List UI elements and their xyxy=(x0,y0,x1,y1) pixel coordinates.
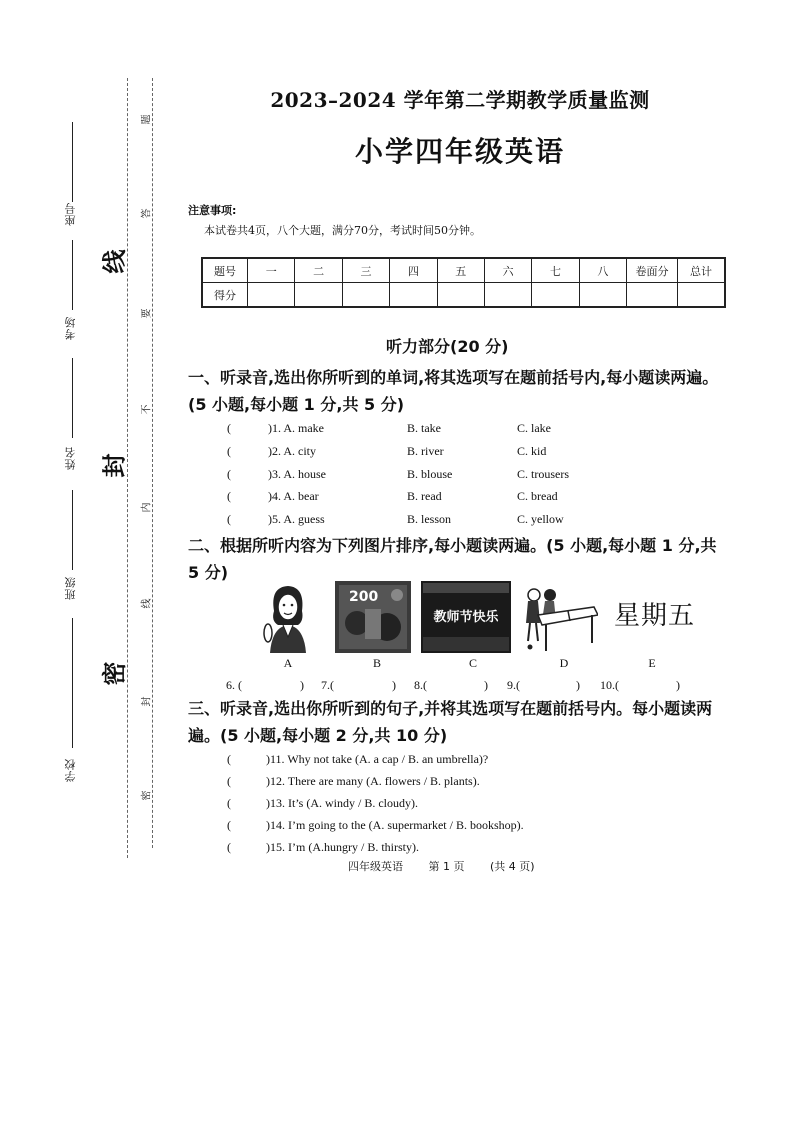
question-1-heading: 一、听录音,选出你所听到的单词,将其选项写在题前括号内,每小题读两遍。(5 小题,每小题 1 分,共 5 分) xyxy=(188,368,719,414)
friday-text: 星期五 xyxy=(614,601,696,631)
q1-option-c: C. yellow xyxy=(517,512,564,526)
score-cell: 七 xyxy=(532,258,579,283)
answer-paren[interactable]: ( xyxy=(227,467,231,481)
footer-page-number: 第 1 页 xyxy=(428,860,465,873)
q1-option-c: C. lake xyxy=(517,421,551,435)
notice-char: 题 xyxy=(141,114,153,125)
score-cell: 得分 xyxy=(202,283,248,308)
binding-dash-line xyxy=(152,78,153,848)
q1-option-a: )5. A. guess xyxy=(268,512,325,526)
notice-char: 内 xyxy=(141,502,153,513)
picture-label: B xyxy=(372,656,381,670)
q3-sentence: )14. I’m going to the (A. supermarket / B. bookshop). xyxy=(266,818,524,832)
question-2-heading: 二、根据所听内容为下列图片排序,每小题读两遍。(5 小题,每小题 1 分,共 5 分) xyxy=(188,536,717,582)
exam-subtitle: 小学四年级英语 xyxy=(354,135,565,168)
footer-total-pages: (共 4 页) xyxy=(490,860,535,873)
field-line xyxy=(72,240,73,310)
q1-option-c: C. trousers xyxy=(517,467,569,481)
page-footer xyxy=(348,858,557,874)
field-label-room: 考场 xyxy=(64,316,77,340)
picture-d-ping-pong xyxy=(520,581,598,653)
notice-text: 本试卷共4页，八个大题，满分70分，考试时间50分钟。 xyxy=(204,224,481,237)
notice-char: 答 xyxy=(141,208,153,219)
score-cell: 六 xyxy=(484,258,531,283)
q3-sentence: )11. Why not take (A. a cap / B. an umbrella)? xyxy=(266,752,489,766)
answer-10-close: ) xyxy=(676,678,680,692)
score-cell: 总计 xyxy=(678,258,726,283)
field-label-name: 姓名 xyxy=(64,446,77,470)
picture-e-friday xyxy=(614,581,714,653)
q3-sentence: )12. There are many (A. flowers / B. plants). xyxy=(266,774,480,788)
notice-char: 要 xyxy=(141,308,153,319)
field-label-school: 学校 xyxy=(64,758,77,782)
score-input-cell[interactable] xyxy=(437,283,484,308)
q1-option-a: )2. A. city xyxy=(268,444,316,458)
picture-a-teacher xyxy=(258,581,316,653)
q1-option-a: )4. A. bear xyxy=(268,489,319,503)
answer-9-open[interactable]: 9.( xyxy=(507,678,520,692)
q1-option-c: C. kid xyxy=(517,444,547,458)
notice-char: 封 xyxy=(141,696,153,707)
answer-paren[interactable]: ( xyxy=(227,840,231,854)
question-3-heading: 三、听录音,选出你所听到的句子,并将其选项写在题前括号内。每小题读两遍。(5 小题,每小题 2 分,共 10 分) xyxy=(188,699,713,745)
q1-option-b: B. river xyxy=(407,444,444,458)
score-table-header-row xyxy=(202,258,725,283)
score-cell: 卷面分 xyxy=(627,258,678,283)
score-cell: 八 xyxy=(579,258,626,283)
q3-sentence: )15. I’m (A.hungry / B. thirsty). xyxy=(266,840,419,854)
answer-paren[interactable]: ( xyxy=(227,512,231,526)
score-input-cell[interactable] xyxy=(248,283,295,308)
q1-option-a: )1. A. make xyxy=(268,421,324,435)
field-line xyxy=(72,618,73,748)
answer-paren[interactable]: ( xyxy=(227,774,231,788)
field-line xyxy=(72,122,73,202)
teachers-day-text: 教师节快乐 xyxy=(433,610,499,625)
field-label-class: 班级 xyxy=(64,576,77,600)
q1-option-a: )3. A. house xyxy=(268,467,326,481)
picture-b-calendar xyxy=(335,581,411,653)
svg-text:200: 200 xyxy=(349,589,379,605)
answer-7-open[interactable]: 7.( xyxy=(321,678,334,692)
q3-sentence: )13. It’s (A. windy / B. cloudy). xyxy=(266,796,418,810)
section-title: 听力部分(20 分) xyxy=(386,337,509,356)
score-input-cell[interactable] xyxy=(342,283,389,308)
q1-option-b: B. lesson xyxy=(407,512,452,526)
score-cell: 题号 xyxy=(202,258,248,283)
answer-6-close: ) xyxy=(300,678,304,692)
score-input-cell[interactable] xyxy=(678,283,726,308)
answer-9-close: ) xyxy=(576,678,580,692)
answer-7-close: ) xyxy=(392,678,396,692)
score-cell: 五 xyxy=(437,258,484,283)
score-cell: 四 xyxy=(390,258,437,283)
field-line xyxy=(72,490,73,570)
answer-paren[interactable]: ( xyxy=(227,818,231,832)
picture-label: E xyxy=(648,656,656,670)
seal-char-secret: 密 xyxy=(100,661,129,686)
notice-heading: 注意事项: xyxy=(188,204,237,217)
score-input-cell[interactable] xyxy=(390,283,437,308)
answer-10-open[interactable]: 10.( xyxy=(600,678,619,692)
notice-char: 线 xyxy=(141,598,153,609)
answer-8-open[interactable]: 8.( xyxy=(414,678,427,692)
score-input-cell[interactable] xyxy=(627,283,678,308)
score-input-cell[interactable] xyxy=(295,283,342,308)
notice-char: 不 xyxy=(141,404,153,415)
score-cell: 一 xyxy=(248,258,295,283)
exam-title: 2023–2024 学年第二学期教学质量监测 xyxy=(270,88,650,112)
q1-option-b: B. blouse xyxy=(407,467,453,481)
answer-paren[interactable]: ( xyxy=(227,489,231,503)
score-table xyxy=(201,257,726,308)
notice-char: 密 xyxy=(141,790,153,801)
score-input-cell[interactable] xyxy=(579,283,626,308)
field-label-seat: 座号 xyxy=(64,202,77,226)
footer-subject: 四年级英语 xyxy=(348,860,403,873)
field-line xyxy=(72,358,73,438)
answer-paren[interactable]: ( xyxy=(227,752,231,766)
picture-c-teachers-day xyxy=(421,581,511,653)
score-input-cell[interactable] xyxy=(532,283,579,308)
score-table-score-row xyxy=(202,283,725,308)
picture-label: C xyxy=(468,656,477,670)
seal-char-seal: 封 xyxy=(100,453,129,478)
score-input-cell[interactable] xyxy=(484,283,531,308)
answer-paren[interactable]: ( xyxy=(227,421,231,435)
q1-option-b: B. take xyxy=(407,421,441,435)
picture-label: D xyxy=(559,656,569,670)
answer-6-open[interactable]: 6. ( xyxy=(226,678,242,692)
answer-paren[interactable]: ( xyxy=(227,444,231,458)
score-cell: 三 xyxy=(342,258,389,283)
score-cell: 二 xyxy=(295,258,342,283)
binding-dash-line xyxy=(127,78,128,858)
q1-option-b: B. read xyxy=(407,489,442,503)
seal-char-line: 线 xyxy=(100,249,129,274)
answer-8-close: ) xyxy=(484,678,488,692)
answer-paren[interactable]: ( xyxy=(227,796,231,810)
q1-option-c: C. bread xyxy=(517,489,558,503)
picture-label: A xyxy=(283,656,293,670)
